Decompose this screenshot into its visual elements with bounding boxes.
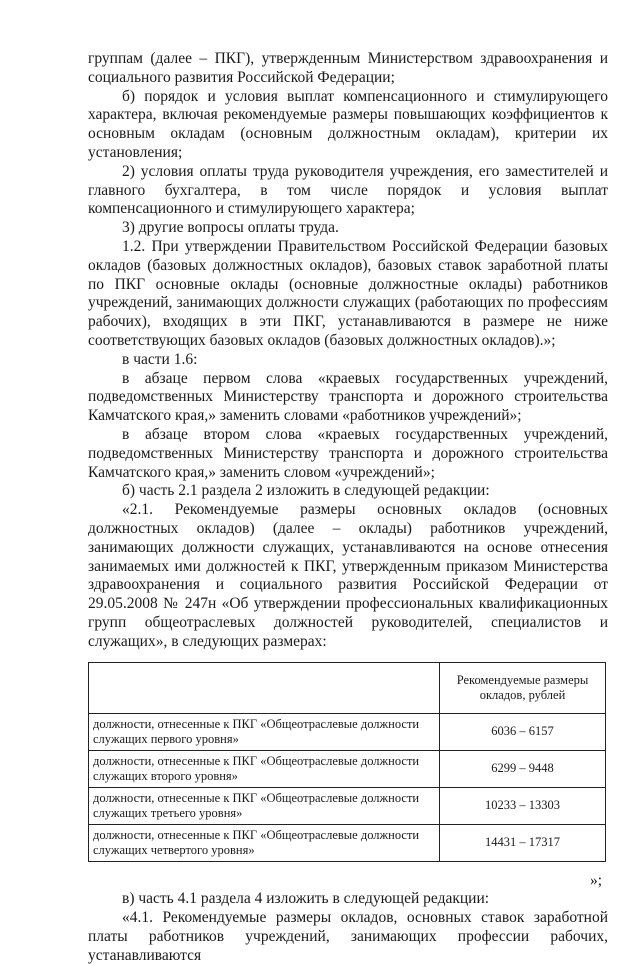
table-row <box>89 824 606 861</box>
quote-end-mark: »; <box>88 872 608 891</box>
document-body <box>88 50 608 965</box>
table-cell-salary: 6299 – 9448 <box>440 750 606 787</box>
table-cell-position: должности, отнесенные к ПКГ «Общеотраслевые должности служащих первого уровня» <box>89 713 440 750</box>
paragraph: в абзаце первом слова «краевых государственных учреждений, подведомственных Министерству транспорта и дорожного строительства Камчатского края,» заменить словами «работников учреждений»; <box>88 370 608 426</box>
paragraph: б) порядок и условия выплат компенсационного и стимулирующего характера, включая рекомендуемые размеры повышающих коэффициентов к основным окладам (основным должностным окладам), критерии их установления; <box>88 88 608 163</box>
table-cell-salary: 10233 – 13303 <box>440 787 606 824</box>
paragraph: в части 1.6: <box>88 351 608 370</box>
table-row <box>89 750 606 787</box>
paragraph: б) часть 2.1 раздела 2 изложить в следующей редакции: <box>88 482 608 501</box>
table-cell-salary: 6036 – 6157 <box>440 713 606 750</box>
table-cell-position: должности, отнесенные к ПКГ «Общеотраслевые должности служащих четвертого уровня» <box>89 824 440 861</box>
paragraph: в абзаце втором слова «краевых государственных учреждений, подведомственных Министерству транспорта и дорожного строительства Камчатского края,» заменить словом «учреждений»; <box>88 426 608 482</box>
table-header-cell <box>89 662 440 713</box>
table-header-cell: Рекомендуемые размеры окладов, рублей <box>440 662 606 713</box>
document-tail <box>88 872 608 965</box>
table-row <box>89 787 606 824</box>
salary-table <box>88 662 606 862</box>
paragraph: «2.1. Рекомендуемые размеры основных окладов (основных должностных окладов) (далее – оклады) работников учреждений, занимающих должности служащих, устанавливаются на основе отнесения занимаемых ими должностей к ПКГ, утвержденным приказом Министерства здравоохранения и социального развития Российской Федерации от 29.05.2008 № 247н «Об утверждении профессиональных квалификационных групп общеотраслевых должностей руководителей, специалистов и служащих», в следующих размерах: <box>88 501 608 651</box>
paragraph: 2) условия оплаты труда руководителя учреждения, его заместителей и главного бухгалтера, в том числе порядок и условия выплат компенсационного и стимулирующего характера; <box>88 163 608 219</box>
table-cell-position: должности, отнесенные к ПКГ «Общеотраслевые должности служащих третьего уровня» <box>89 787 440 824</box>
paragraph: в) часть 4.1 раздела 4 изложить в следующей редакции: <box>88 890 608 909</box>
paragraph: группам (далее – ПКГ), утвержденным Министерством здравоохранения и социального развития Российской Федерации; <box>88 50 608 88</box>
table-row <box>89 713 606 750</box>
paragraph: «4.1. Рекомендуемые размеры окладов, основных ставок заработной платы работников учреждений, занимающих профессии рабочих, устанавливаются <box>88 909 608 965</box>
paragraph: 1.2. При утверждении Правительством Российской Федерации базовых окладов (базовых должностных окладов), базовых ставок заработной платы по ПКГ основные оклады (основные должностные оклады) работников учреждений, занимающих должности служащих (работающих по профессиям рабочих), входящих в эти ПКГ, устанавливаются в размере не ниже соответствующих базовых окладов (базовых должностных окладов).»; <box>88 238 608 351</box>
table-header-row <box>89 662 606 713</box>
paragraph: 3) другие вопросы оплаты труда. <box>88 219 608 238</box>
table-cell-position: должности, отнесенные к ПКГ «Общеотраслевые должности служащих второго уровня» <box>89 750 440 787</box>
table-cell-salary: 14431 – 17317 <box>440 824 606 861</box>
